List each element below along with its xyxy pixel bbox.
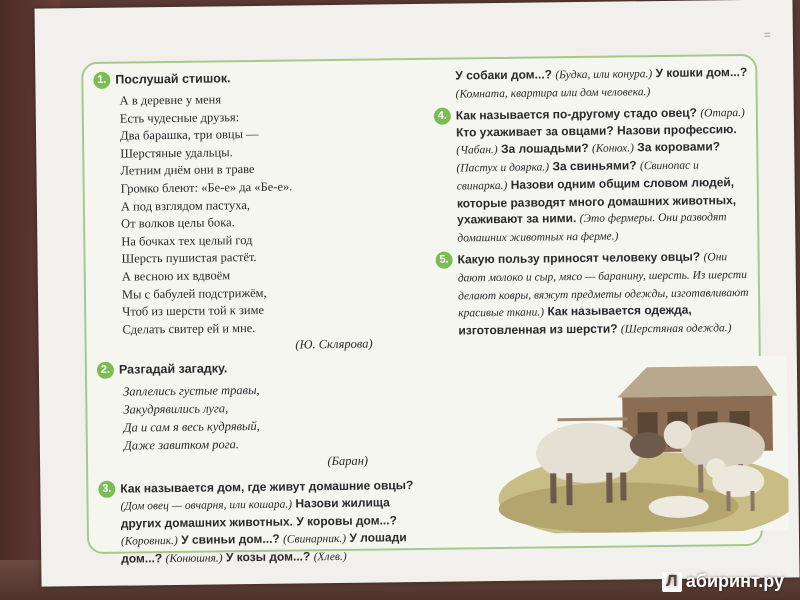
poem-line: А весною их вдвоём	[121, 268, 231, 284]
question: У лошади дом...?	[121, 529, 407, 566]
question: У собаки дом...?	[455, 67, 553, 83]
poem-line: Два барашка, три овцы —	[119, 127, 259, 143]
riddle-line: Заплелись густые травы,	[123, 383, 260, 399]
answer: (Комната, квартира или дом человека.)	[455, 85, 651, 101]
answer: (Дом овец — овчарня, или кошара.)	[120, 498, 293, 513]
question: Как называется дом, где живут домашние овцы?	[120, 478, 414, 496]
answer: (Пастух и доярка.)	[456, 161, 550, 175]
answer: (Свинопас и свинарка.)	[456, 159, 699, 193]
answer: (Свинарник.)	[282, 532, 347, 546]
question: У козы дом...?	[225, 548, 311, 564]
poem-line: Чтоб из шерсти той к зиме	[122, 302, 265, 319]
task-2-header	[97, 358, 413, 379]
task-title: Послушай стишок.	[115, 71, 231, 87]
riddle	[123, 379, 414, 455]
poem-line: Мы с бабулей подстрижём,	[121, 285, 267, 302]
riddle-answer: (Баран)	[327, 453, 369, 469]
poem-line: Громко блеют: «Бе-е» да «Бе-е».	[120, 179, 293, 196]
poem-line: А в деревне у меня	[119, 92, 222, 108]
poem	[120, 89, 413, 339]
answer: (Чабан.)	[456, 144, 498, 157]
poem-line: А под взглядом пастуха,	[120, 197, 251, 214]
answer: (Они дают молоко и сыр, мясо — баранину, шерсть. Из шерсти делают ковры, вяжут предметы одежды, изготавливают красивые ткани.)	[457, 251, 749, 320]
riddle-line: Да и сам я весь кудрявый,	[123, 419, 260, 435]
riddle-line: Даже завитком рога.	[123, 437, 240, 453]
question: За лошадьми?	[500, 141, 589, 157]
labirint-logo-icon: Л	[662, 572, 682, 592]
answer: (Шерстяная одежда.)	[620, 322, 732, 336]
task-title: Разгадай загадку.	[118, 361, 228, 377]
left-column	[93, 68, 415, 572]
book-page	[34, 0, 799, 587]
answer: (Конюх.)	[591, 142, 634, 156]
task-4-text	[456, 104, 752, 248]
poem-author: (Ю. Склярова)	[295, 336, 373, 352]
answer: (Это фермеры. Они разводят домашних животных на ферме.)	[457, 211, 727, 245]
task-5-text	[457, 248, 752, 341]
task-number: 2.	[97, 362, 114, 379]
question: Назови жилища других домашних животных. У коровы дом...?	[120, 495, 397, 531]
question: У свиньи дом...?	[181, 531, 280, 547]
poem-line: От волков целы бока.	[121, 215, 235, 231]
right-column	[433, 64, 752, 345]
question: Назови одним общим словом людей, которые разводят много домашних животных, ухаживают за ними.	[456, 174, 737, 227]
task-5	[435, 248, 752, 341]
question: У кошки дом...?	[655, 64, 748, 81]
question: Как называется одежда, изготовленная из шерсти?	[458, 303, 692, 338]
task-3-continued	[455, 64, 749, 103]
poem-line: Есть чудесные друзья:	[119, 109, 240, 126]
task-3-text	[120, 477, 415, 568]
answer: (Конюшня.)	[165, 551, 223, 565]
labirint-watermark	[662, 571, 784, 592]
task-1-header	[93, 68, 409, 89]
task-number: 5.	[435, 252, 452, 269]
content-panel	[81, 54, 763, 566]
poem-line: На бочках тех целый год	[121, 232, 253, 249]
question: Как называется по-другому стадо овец?	[455, 105, 698, 123]
task-number: 1.	[93, 72, 110, 89]
riddle-line: Закудрявились луга,	[123, 401, 229, 417]
question: За коровами?	[637, 139, 721, 155]
answer: (Будка, или конура.)	[555, 68, 653, 82]
task-number: 3.	[98, 481, 115, 498]
poem-line: Шерсть пушистая растёт.	[121, 250, 257, 266]
task-3	[98, 477, 415, 568]
task-number: 4.	[434, 107, 451, 124]
task-4	[434, 104, 752, 248]
poem-line: Летним днём они в траве	[120, 162, 255, 178]
poem-line: Шерстяные удальцы.	[120, 145, 233, 161]
answer: (Хлев.)	[313, 550, 347, 563]
poem-line: Сделать свитер ей и мне.	[122, 320, 256, 337]
page-mark: =	[763, 27, 771, 42]
answer: (Коровник.)	[120, 534, 178, 548]
answer: (Отара.)	[700, 106, 745, 120]
sheep-illustration	[497, 355, 789, 534]
watermark-text: абиринт.ру	[685, 571, 784, 591]
question: Какую пользу приносят человеку овцы?	[457, 249, 701, 267]
question: За свиньями?	[552, 158, 637, 174]
question: Кто ухаживает за овцами? Назови профессию.	[455, 122, 737, 140]
